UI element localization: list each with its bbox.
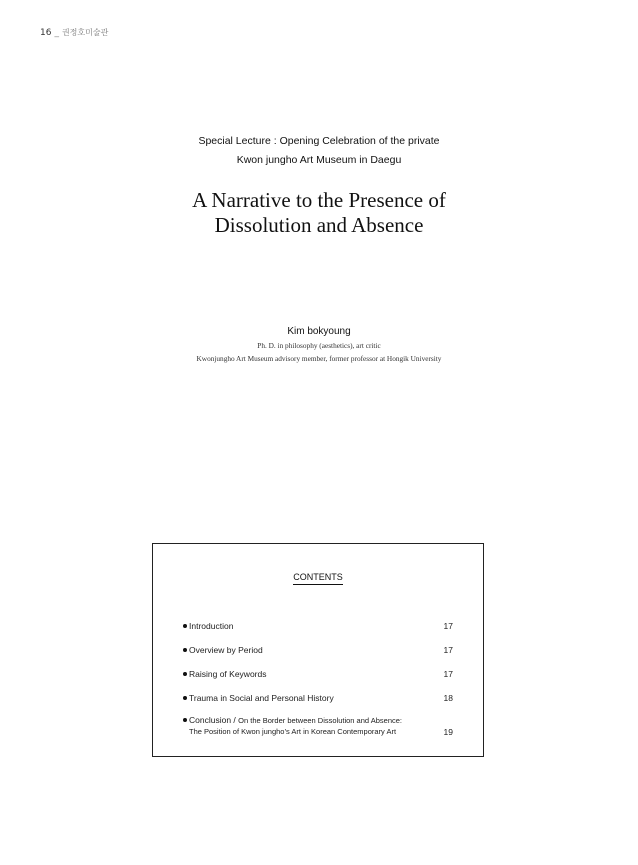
page-number: 16 bbox=[40, 28, 52, 38]
toc-item-label-line-2: The Position of Kwon jungho’s Art in Korean Contemporary Art bbox=[189, 727, 397, 736]
contents-heading bbox=[153, 572, 483, 582]
bullet-icon bbox=[183, 624, 187, 628]
museum-name: 권정호미술관 bbox=[61, 28, 109, 37]
toc-item-page: 17 bbox=[443, 621, 453, 631]
toc-item-label: Raising of Keywords bbox=[189, 669, 267, 679]
subtitle-line-2: Kwon jungho Art Museum in Daegu bbox=[236, 154, 402, 166]
author-credential-1: Ph. D. in philosophy (aesthetics), art critic bbox=[257, 341, 381, 350]
toc-item-label-sub: On the Border between Dissolution and Absence: bbox=[238, 716, 403, 725]
toc-item-page: 19 bbox=[443, 727, 453, 737]
contents-box bbox=[152, 543, 484, 757]
toc-item-page: 17 bbox=[443, 669, 453, 679]
author-block bbox=[0, 325, 638, 365]
toc-item-label bbox=[189, 715, 402, 725]
contents-heading-text: CONTENTS bbox=[293, 572, 343, 585]
header-separator: _ bbox=[54, 28, 59, 38]
toc-item-label-main: Conclusion / bbox=[189, 715, 236, 725]
title-line-1: A Narrative to the Presence of bbox=[192, 188, 446, 212]
toc-item-label: Trauma in Social and Personal History bbox=[189, 693, 334, 703]
title-line-2: Dissolution and Absence bbox=[214, 213, 424, 237]
toc-item-label: Introduction bbox=[189, 621, 234, 631]
author-name: Kim bokyoung bbox=[287, 326, 351, 337]
toc-item-page: 17 bbox=[443, 645, 453, 655]
page-title bbox=[0, 188, 638, 238]
bullet-icon bbox=[183, 672, 187, 676]
bullet-icon bbox=[183, 696, 187, 700]
toc-item-page: 18 bbox=[443, 693, 453, 703]
bullet-icon bbox=[183, 648, 187, 652]
bullet-icon bbox=[183, 718, 187, 722]
subtitle-line-1: Special Lecture : Opening Celebration of the private bbox=[198, 135, 440, 147]
author-credential-2: Kwonjungho Art Museum advisory member, former professor at Hongik University bbox=[196, 354, 442, 363]
toc-item-label: Overview by Period bbox=[189, 645, 263, 655]
lecture-subtitle bbox=[0, 132, 638, 170]
page-header bbox=[40, 27, 108, 38]
